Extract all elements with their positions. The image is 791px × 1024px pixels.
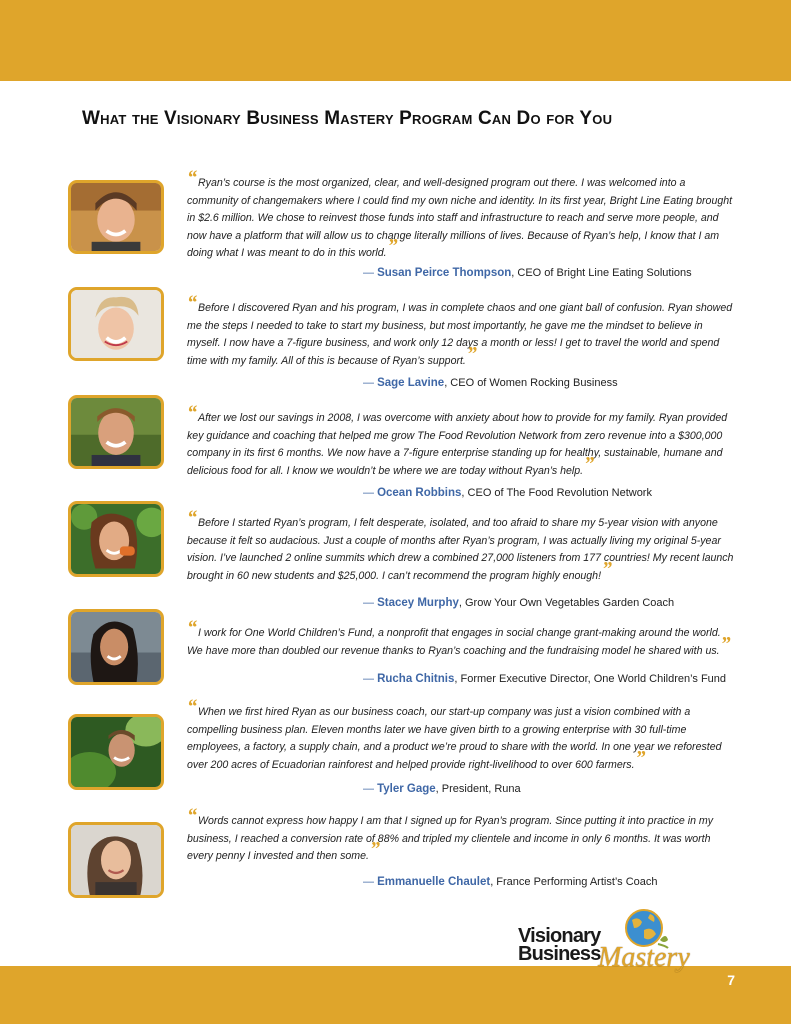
author-role: , France Performing Artist’s Coach [490, 876, 658, 888]
top-gold-band [0, 0, 791, 81]
close-quote-mark: ” [387, 235, 398, 258]
open-quote-mark: “ [187, 617, 197, 639]
testimonial-attribution: — Emmanuelle Chaulet, France Performing Artist’s Coach [363, 876, 658, 888]
testimonial-attribution: — Sage Lavine, CEO of Women Rocking Business [363, 377, 618, 389]
author-name: Susan Peirce Thompson [377, 267, 512, 279]
author-name: Rucha Chitnis [377, 673, 455, 685]
logo-word-mastery: Mastery [598, 942, 690, 973]
testimonial-attribution: — Tyler Gage, President, Runa [363, 783, 521, 795]
testimonial-quote [187, 507, 735, 585]
open-quote-mark: “ [187, 696, 197, 718]
close-quote-mark: ” [369, 838, 380, 861]
portrait-photo [68, 180, 164, 254]
close-quote-mark: ” [720, 632, 731, 655]
author-role: , President, Runa [435, 783, 521, 795]
portrait-photo [68, 501, 164, 577]
quote-text: Words cannot express how happy I am that I signed up for Ryan’s program. Since putting it into practice in my business, I reached a conversion rate of 88% and tripled my clientele and income in only 6 months. It was worth every penny I invested and then some. [187, 815, 714, 863]
testimonial-quote [187, 805, 735, 866]
page-number: 7 [727, 972, 735, 988]
testimonial-attribution: — Ocean Robbins, CEO of The Food Revolution Network [363, 487, 652, 499]
portrait-photo [68, 822, 164, 898]
quote-text: When we first hired Ryan as our business coach, our start-up company was just a vision combined with a compelling business plan. Eleven months later we have given birth to a growing enterprise with 30 full-time employees, a factory, a supply chain, and a product we’re proud to share with the world. In one year we reforested over 200 acres of Ecuadorian rainforest and helped provide right-livelihood to over 600 farmers. [187, 706, 722, 771]
close-quote-mark: ” [635, 746, 646, 769]
portrait-photo [68, 714, 164, 790]
close-quote-mark: ” [466, 342, 477, 365]
author-role: , CEO of Women Rocking Business [444, 377, 618, 389]
portrait-photo [68, 395, 164, 469]
portrait-photo [68, 609, 164, 685]
quote-text: Before I started Ryan’s program, I felt desperate, isolated, and too afraid to share my 5-year vision with anyone because it felt so audacious. Just a couple of months after Ryan’s program, I was actually living my original 5-year vision. I’ve launched 2 online summits which drew a combined 27,000 listeners from 177 countries! My recent launch brought in 60 new students and $25,000. I can’t recommend the program highly enough! [187, 517, 734, 582]
testimonial-attribution: — Susan Peirce Thompson, CEO of Bright Line Eating Solutions [363, 267, 692, 279]
close-quote-mark: ” [602, 557, 613, 580]
open-quote-mark: “ [187, 292, 197, 314]
testimonial-quote [187, 696, 735, 774]
close-quote-mark: ” [584, 452, 595, 475]
author-name: Stacey Murphy [377, 597, 459, 609]
open-quote-mark: “ [187, 402, 197, 424]
testimonial-attribution: — Stacey Murphy, Grow Your Own Vegetables Garden Coach [363, 597, 675, 609]
author-role: , Grow Your Own Vegetables Garden Coach [458, 597, 675, 609]
author-name: Emmanuelle Chaulet [377, 876, 491, 888]
open-quote-mark: “ [187, 805, 197, 827]
visionary-business-mastery-logo [506, 904, 706, 982]
quote-text: I work for One World Children’s Fund, a nonprofit that engages in social change grant-making around the world. We have more than doubled our revenue thanks to Ryan’s coaching and the fundraising model he shared with us. [187, 627, 721, 657]
author-name: Ocean Robbins [377, 487, 462, 499]
testimonial-quote [187, 167, 735, 263]
open-quote-mark: “ [187, 507, 197, 529]
author-name: Tyler Gage [377, 783, 436, 795]
testimonial-quote [187, 617, 735, 660]
testimonial-quote [187, 292, 735, 370]
quote-text: After we lost our savings in 2008, I was overcome with anxiety about how to provide for my family. Ryan provided key guidance and coaching that helped me grow The Food Revolution Network from zero revenue into a $300,000 company in its first 6 months. We now have a 7-figure enterprise standing up for healthy, sustainable, humane and delicious food for all. I know we wouldn’t be where we are today without Ryan’s help. [187, 412, 728, 477]
author-role: , CEO of The Food Revolution Network [461, 487, 652, 499]
page-title: What the Visionary Business Mastery Program Can Do for You [82, 108, 613, 129]
author-role: , CEO of Bright Line Eating Solutions [511, 267, 692, 279]
testimonial-quote [187, 402, 735, 480]
logo-word-business: Business [518, 943, 601, 965]
author-role: , Former Executive Director, One World Children’s Fund [454, 673, 727, 685]
quote-text: Before I discovered Ryan and his program, I was in complete chaos and one giant ball of confusion. Ryan showed me the steps I needed to take to start my business, but most importantly, he gave me the mindset to believe in myself. I now have a 7-figure business, and work only 12 days a month or less! I get to travel the world and spend time with my family. All of this is because of Ryan’s support. [187, 302, 733, 367]
portrait-photo [68, 287, 164, 361]
quote-text: Ryan’s course is the most organized, clear, and well-designed program out there. I was welcomed into a community of changemakers where I could find my own niche and identity. In its first year, Bright Line Eating brought in $2.6 million. We chose to reinvest those funds into staff and infrastructure to reach and serve more people, and now have a platform that will allow us to change literally millions of lives. Because of Ryan’s help, I know that I am doing what I was meant to do in this world. [187, 177, 733, 260]
testimonial-attribution: — Rucha Chitnis, Former Executive Director, One World Children’s Fund [363, 673, 727, 685]
open-quote-mark: “ [187, 167, 197, 189]
logo-word-visionary: Visionary [518, 925, 601, 947]
author-name: Sage Lavine [377, 377, 445, 389]
